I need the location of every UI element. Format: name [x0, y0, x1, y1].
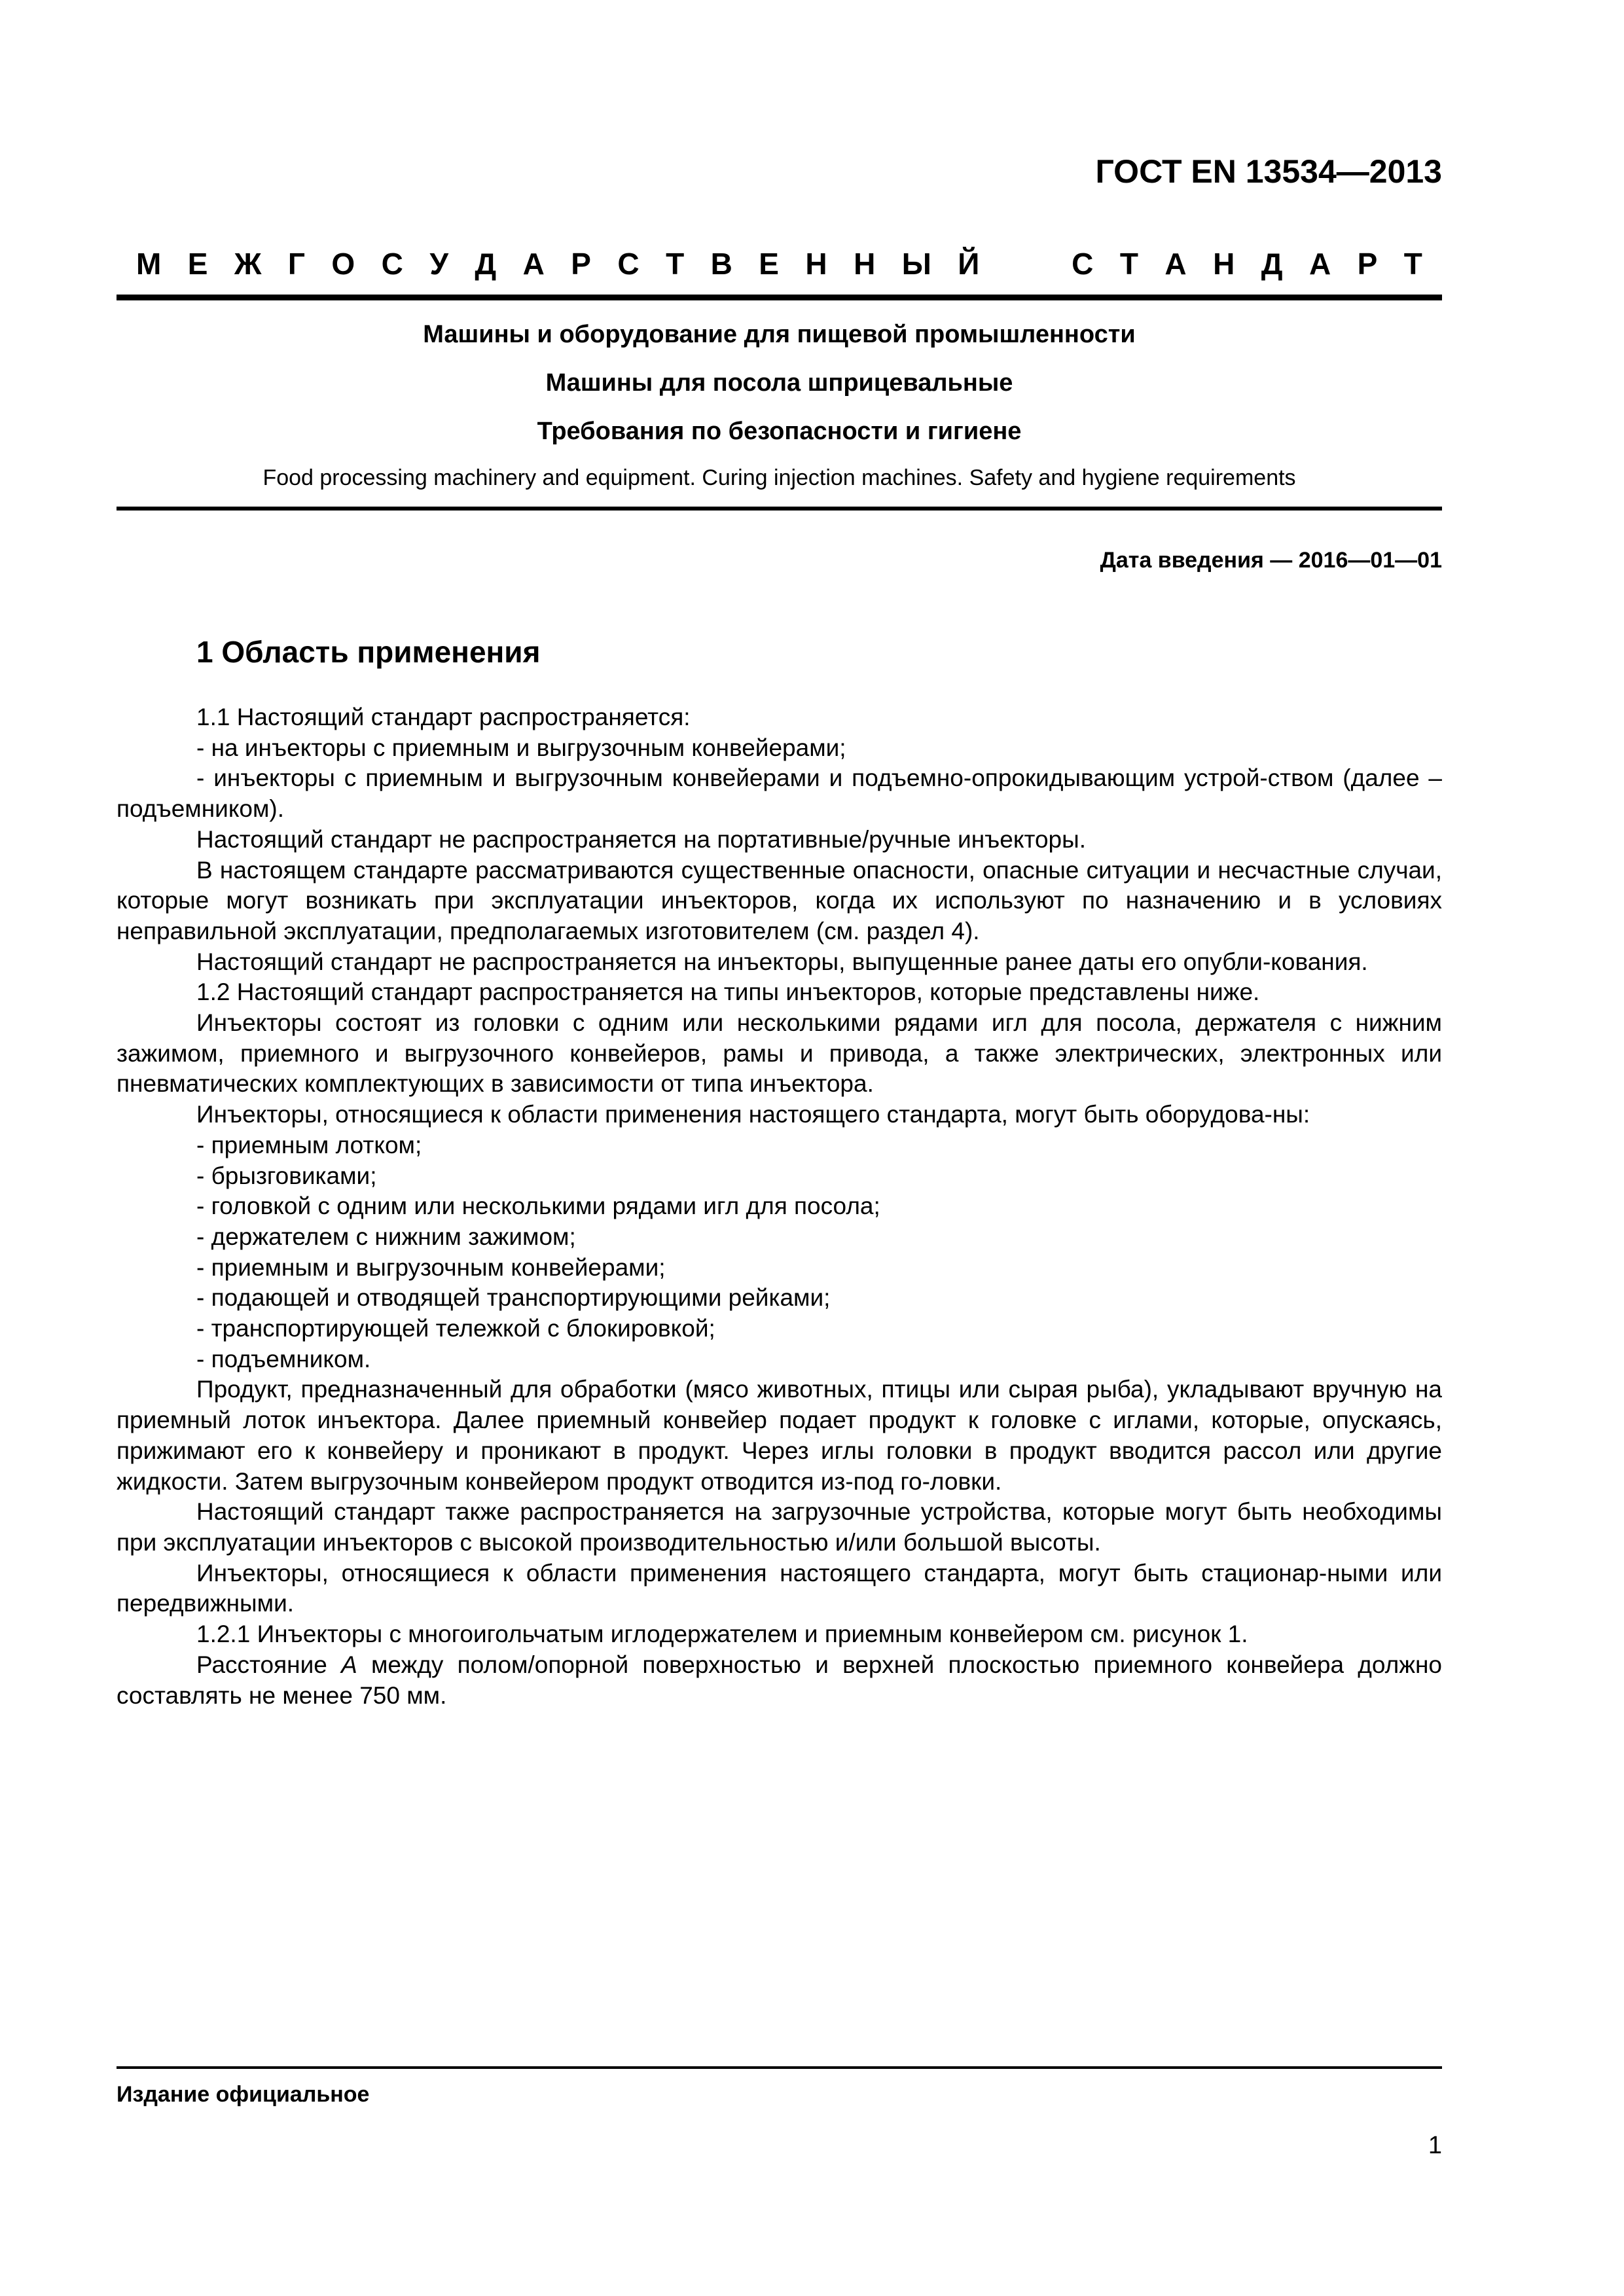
paragraph: 1.2 Настоящий стандарт распространяется на типы инъекторов, которые представлены ниже.: [196, 978, 1260, 1006]
text-fragment: Расстояние: [196, 1651, 342, 1678]
page-number: 1: [1428, 2132, 1442, 2159]
section-heading: 1 Область применения: [196, 635, 541, 669]
paragraph: Инъекторы состоят из головки с одним или несколькими рядами игл для посола, держателя с нижним зажимом, приемного и выгрузочного конвейеров, рамы и привода, а также электрических, электронных или пневматических комплектующих в зависимости от типа инъектора.: [117, 1009, 1442, 1098]
standard-number: ГОСТ EN 13534—2013: [1095, 153, 1442, 190]
banner-letter: Н: [805, 247, 827, 281]
paragraph: 1.1 Настоящий стандарт распространяется:: [196, 704, 691, 730]
paragraph: Настоящий стандарт не распространяется на инъекторы, выпущенные ранее даты его опубли-кования.: [196, 948, 1368, 975]
title-line-2: Машины для посола шприцевальные: [545, 369, 1013, 397]
banner-letter: А: [522, 247, 545, 281]
list-item: - транспортирующей тележкой с блокировкой;: [196, 1315, 715, 1342]
banner-letter: В: [710, 247, 732, 281]
banner-letter: Р: [571, 247, 591, 281]
list-item: - на инъекторы с приемным и выгрузочным конвейерами;: [196, 734, 846, 761]
list-item: - подъемником.: [196, 1345, 371, 1372]
list-item: - держателем с нижним зажимом;: [196, 1223, 576, 1250]
banner-letter: О: [331, 247, 355, 281]
banner-letter: Е: [759, 247, 779, 281]
banner-letter: Т: [1403, 247, 1422, 281]
list-item: - приемным лотком;: [196, 1131, 422, 1158]
banner-letter: А: [1164, 247, 1187, 281]
banner-letter: Е: [187, 247, 208, 281]
banner-letter: Ж: [234, 247, 262, 281]
banner-letter: А: [1308, 247, 1331, 281]
paragraph: Настоящий стандарт не распространяется на портативные/ручные инъекторы.: [196, 825, 1087, 853]
banner-letter: Г: [287, 247, 305, 281]
text-fragment: между полом/опорной поверхностью и верхней плоскостью приемного конвейера должно составлять не менее 750 мм.: [117, 1651, 1442, 1709]
paragraph: Инъекторы, относящиеся к области применения настоящего стандарта, могут быть оборудова-ны:: [196, 1101, 1310, 1128]
paragraph: Настоящий стандарт также распространяется на загрузочные устройства, которые могут быть необходимы при эксплуатации инъекторов с высокой производительностью и/или большой высоты.: [117, 1498, 1442, 1556]
banner-word-gap: [1006, 241, 1045, 287]
banner-letter: С: [1072, 247, 1094, 281]
banner-letter: Н: [1213, 247, 1235, 281]
list-item: - приемным и выгрузочным конвейерами;: [196, 1253, 666, 1281]
list-item: - подающей и отводящей транспортирующими рейками;: [196, 1284, 831, 1312]
title-divider: [117, 507, 1442, 511]
banner-letter: Й: [958, 247, 980, 281]
footer-divider: [117, 2066, 1442, 2069]
official-edition-label: Издание официальное: [117, 2082, 370, 2107]
header-divider-thick: [117, 295, 1442, 300]
banner-letter: Р: [1357, 247, 1378, 281]
section-body: [117, 702, 1442, 1711]
banner-letter: Д: [475, 247, 497, 281]
title-english: Food processing machinery and equipment. Curing injection machines. Safety and hygiene requirements: [262, 465, 1296, 490]
banner-letter: Т: [666, 247, 685, 281]
introduction-date: Дата введения — 2016—01—01: [1100, 548, 1442, 573]
banner-letter: С: [381, 247, 403, 281]
title-line-1: Машины и оборудование для пищевой промышленности: [423, 321, 1136, 348]
interstate-standard-banner: [117, 241, 1442, 287]
banner-letter: Д: [1261, 247, 1283, 281]
paragraph: В настоящем стандарте рассматриваются существенные опасности, опасные ситуации и несчастные случаи, которые могут возникать при эксплуатации инъекторов, когда их используют по назначению и в условиях неправильной эксплуатации, предполагаемых изготовителем (см. раздел 4).: [117, 856, 1442, 944]
banner-letter: Н: [854, 247, 876, 281]
paragraph: 1.2.1 Инъекторы с многоигольчатым иглодержателем и приемным конвейером см. рисунок 1.: [196, 1621, 1248, 1648]
list-item: - головкой с одним или несколькими рядами игл для посола;: [196, 1193, 880, 1220]
paragraph: Инъекторы, относящиеся к области применения настоящего стандарта, могут быть стационар-ными или передвижными.: [117, 1559, 1442, 1617]
paragraph: [117, 1650, 1442, 1711]
paragraph: - инъекторы с приемным и выгрузочным конвейерами и подъемно-опрокидывающим устрой-ством (далее – подъемником).: [117, 764, 1442, 823]
banner-letter: У: [429, 247, 448, 281]
banner-letter: С: [617, 247, 640, 281]
variable-a: А: [341, 1651, 357, 1678]
list-item: - брызговиками;: [196, 1162, 377, 1189]
paragraph: Продукт, предназначенный для обработки (мясо животных, птицы или сырая рыба), укладывают вручную на приемный лоток инъектора. Далее приемный конвейер подает продукт к головке с иглами, которые, опускаясь, прижимают его к конвейеру и проникают в продукт. Через иглы головки в продукт вводится рассол или другие жидкости. Затем выгрузочным конвейером продукт отводится из-под го-ловки.: [117, 1376, 1442, 1495]
banner-letter: Ы: [901, 247, 931, 281]
banner-letter: М: [136, 247, 162, 281]
title-line-3: Требования по безопасности и гигиене: [537, 418, 1022, 445]
banner-letter: Т: [1119, 247, 1138, 281]
